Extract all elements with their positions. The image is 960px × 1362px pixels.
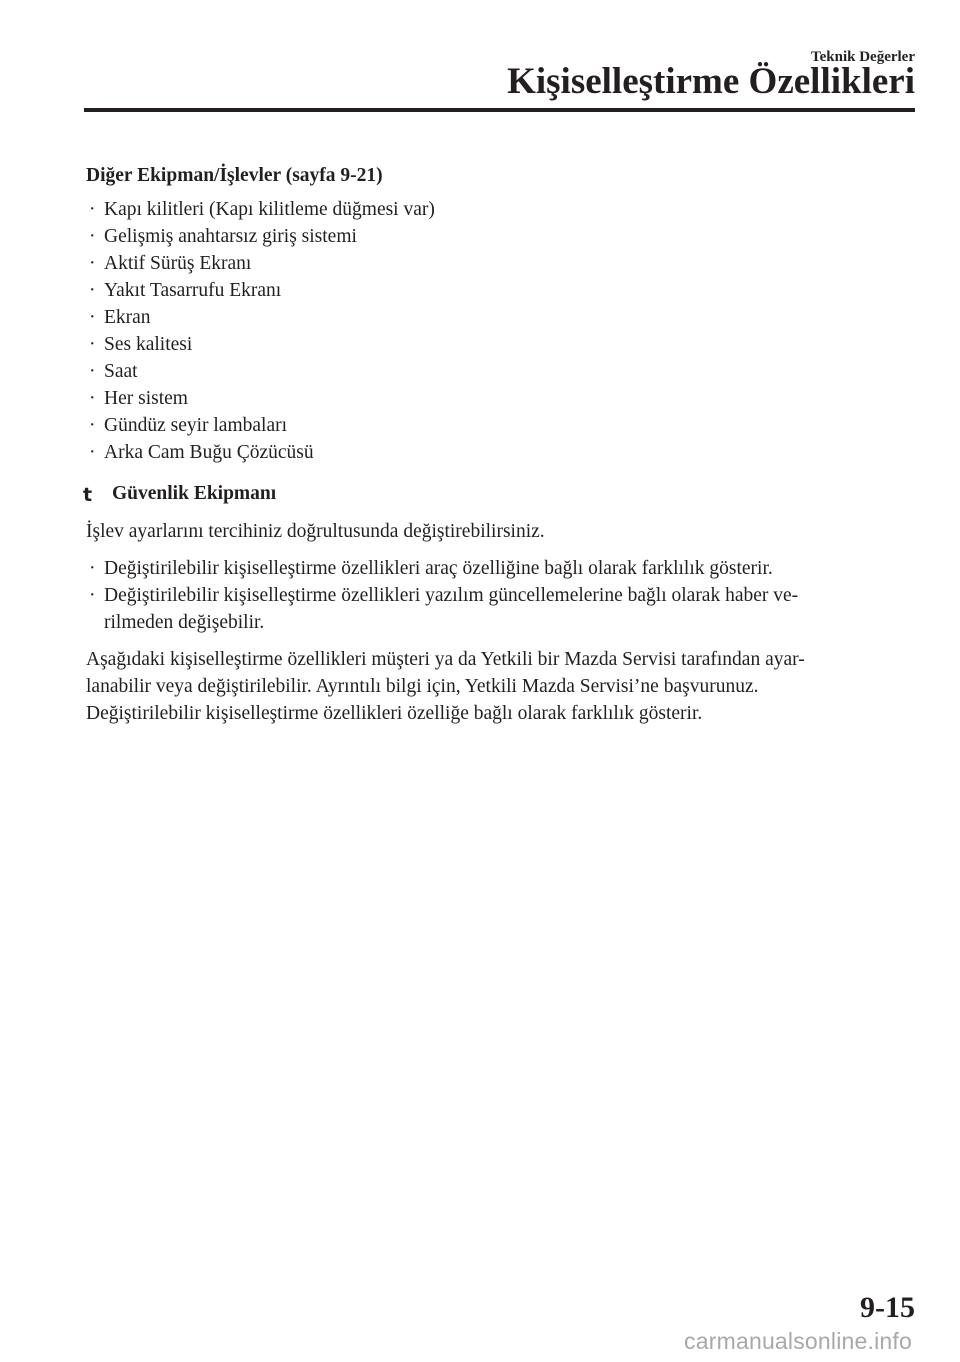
list-item xyxy=(86,196,916,223)
list-item xyxy=(86,412,916,439)
list-item xyxy=(86,555,916,582)
security-notes-list xyxy=(86,555,916,636)
list-item-line: rilmeden değişebilir. xyxy=(104,612,265,633)
list-item-line: Değiştirilebilir kişiselleştirme özellikleri yazılım güncellemelerine bağlı olarak haber ve- xyxy=(104,585,799,606)
page-number: 9-15 xyxy=(860,1291,915,1324)
header-rule xyxy=(84,108,915,112)
list-item xyxy=(86,277,916,304)
bullet-icon: · xyxy=(89,307,96,328)
bullet-icon: · xyxy=(89,442,96,463)
list-item-text: Saat xyxy=(104,361,138,382)
bullet-icon: · xyxy=(89,585,96,606)
bullet-icon: · xyxy=(89,558,96,579)
list-item-text: Değiştirilebilir kişiselleştirme özellikleri araç özelliğine bağlı olarak farklılık gösterir. xyxy=(104,558,773,579)
list-item xyxy=(86,439,916,466)
list-item xyxy=(86,304,916,331)
security-intro: İşlev ayarlarını tercihiniz doğrultusunda değiştirebilirsiniz. xyxy=(86,521,545,542)
paragraph-line: Aşağıdaki kişiselleştirme özellikleri müşteri ya da Yetkili bir Mazda Servisi tarafından ayar- xyxy=(86,649,805,670)
customization-paragraph xyxy=(86,646,916,727)
watermark: carmanualsonline.info xyxy=(684,1328,912,1354)
section-marker-icon: t xyxy=(83,484,93,506)
bullet-icon: · xyxy=(89,388,96,409)
list-item xyxy=(86,250,916,277)
bullet-icon: · xyxy=(89,226,96,247)
list-item-text: Gelişmiş anahtarsız giriş sistemi xyxy=(104,226,357,247)
bullet-icon: · xyxy=(89,253,96,274)
page-title: Kişiselleştirme Özellikleri xyxy=(507,61,915,102)
list-item xyxy=(86,358,916,385)
paragraph-line: Değiştirilebilir kişiselleştirme özellikleri özelliğe bağlı olarak farklılık gösterir. xyxy=(86,703,703,724)
list-item-text: Arka Cam Buğu Çözücüsü xyxy=(104,442,314,463)
security-equipment-heading xyxy=(83,480,916,507)
bullet-icon: · xyxy=(89,415,96,436)
header-section-label: Teknik Değerler xyxy=(810,49,915,65)
page-content xyxy=(83,162,916,737)
list-item-text: Gündüz seyir lambaları xyxy=(104,415,288,436)
list-item-text: Aktif Sürüş Ekranı xyxy=(104,253,252,274)
other-equipment-heading: Diğer Ekipman/İşlevler (sayfa 9-21) xyxy=(86,165,383,186)
list-item xyxy=(86,331,916,358)
list-item-text: Her sistem xyxy=(104,388,188,409)
list-item xyxy=(86,582,916,636)
list-item xyxy=(86,223,916,250)
list-item-text: Yakıt Tasarrufu Ekranı xyxy=(104,280,282,301)
bullet-icon: · xyxy=(89,280,96,301)
security-heading-text: Güvenlik Ekipmanı xyxy=(112,483,277,504)
list-item-text: Ekran xyxy=(104,307,151,328)
bullet-icon: · xyxy=(89,199,96,220)
paragraph-line: lanabilir veya değiştirilebilir. Ayrıntılı bilgi için, Yetkili Mazda Servisi’ne başvurunuz. xyxy=(86,676,759,697)
bullet-icon: · xyxy=(89,334,96,355)
list-item-text: Ses kalitesi xyxy=(104,334,193,355)
other-equipment-list xyxy=(86,196,916,466)
list-item xyxy=(86,385,916,412)
list-item-text: Kapı kilitleri (Kapı kilitleme düğmesi var) xyxy=(104,199,435,220)
bullet-icon: · xyxy=(89,361,96,382)
